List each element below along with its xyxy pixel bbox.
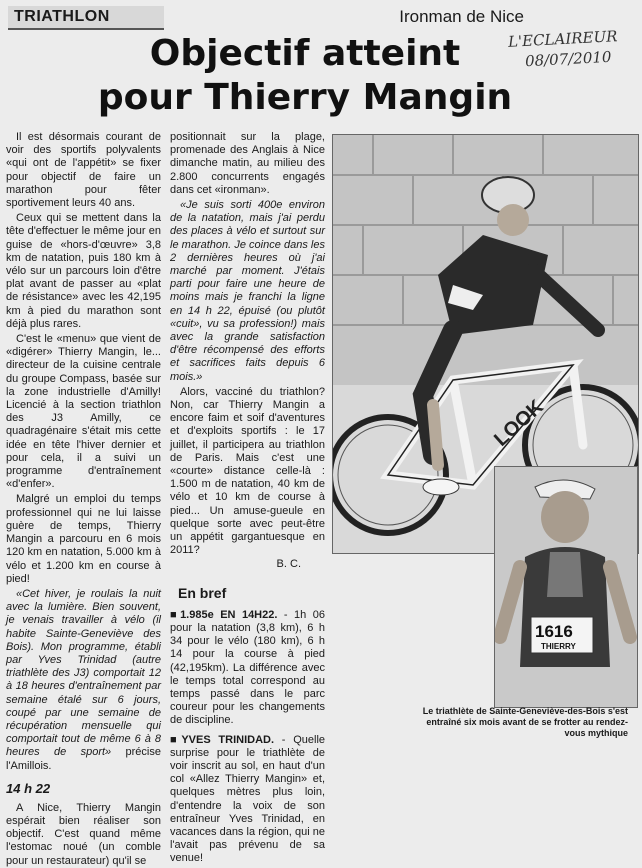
paragraph: Il est désormais courant de voir des sportifs polyvalents «qui ont de l'appétit» se fixer pour objectif de faire un marathon pour fêter sportivement leurs 40 ans. [6, 131, 161, 210]
paragraph: Alors, vacciné du triathlon? Non, car Thierry Mangin a encore faim et soif d'aventures et d'exploits sportifs : le 17 juillet, il participera au triathlon de Paris. Mais c'est une «courte» distance celle-là : 1.500 m de natation, 40 km de vélo et 10 km de course à pied... Un amuse-gueule en quelque sorte avec peut-être un appétit gargantuesque en 2011? [170, 385, 325, 557]
quote-paragraph [6, 588, 161, 773]
bib-number: 1616 [535, 622, 573, 641]
paragraph: Ceux qui se mettent dans la tête d'effectuer le même jour en guise de «hors-d'œuvre» 3,8 km de natation, puis 180 km à vélo sur un parcours loin d'être plat avant de passer au «plat de résistance» avec les 42,195 km à pied du marathon sont déjà plus rares. [6, 212, 161, 330]
quote-text: «Cet hiver, je roulais la nuit avec la lumière. Bien souvent, je venais travailler à vélo (il habite Sainte-Geneviève des Bois). Mon programme, établi par Yves Trinidad (autre triathlète des J3) comportait 12 à 18 heures d'entraînement par semaine étalé sur 6 jours, coupé par une semaine de récupération mensuelle qui comportait tout de même 6 à 8 heures de sport» [6, 587, 161, 759]
handwritten-source: L'ECLAIREUR [507, 27, 618, 51]
brief-lead: ■YVES TRINIDAD. [170, 733, 275, 746]
brief-body: - 1h 06 pour la natation (3,8 km), 6 h 34 pour le vélo (180 km), 6 h 14 pour la course à pied (42,195km). La différence avec le temps total correspond au temps passé dans le parc coureur pour les changements de discipline. [170, 608, 325, 727]
rubric-label: Ironman de Nice [399, 7, 524, 26]
brief-item [170, 734, 325, 866]
brief-item [170, 609, 325, 728]
article-column-2 [170, 131, 325, 866]
brief-body: - Quelle surprise pour le triathlète de voir inscrit au sol, en haut d'un col «Allez Thierry Mangin» et, quelques mètres plus loin, d'entendre la voix de son entraîneur Yves Trinidad, en vacances dans la région, qui ne l'avait pas prévenu de sa venue! [170, 733, 326, 865]
attribution-text: précise l'Amillois. [6, 746, 161, 772]
paragraph: positionnait sur la plage, promenade des Anglais à Nice dimanche matin, au milieu des 2.800 concurrents engagés dans cet «ironman». [170, 131, 325, 196]
runner-photo [494, 466, 638, 708]
brief-lead: ■1.985e EN 14H22. [170, 608, 278, 621]
paragraph: Malgré un emploi du temps professionnel qui ne lui laisse guère de temps, Thierry Mangin a parcouru en 6 mois 120 km en natation, 5.000 km à vélo et 1.200 km en course à pied! [6, 493, 161, 585]
paragraph: C'est le «menu» que vient de «digérer» Thierry Mangin, le... directeur de la cuisine centrale du groupe Compass, basée sur la zone industrielle d'Amilly! Licencié à la section triathlon des J3 Amilly, ce quadragénaire s'était mis cette idée en tête l'hiver dernier et pour cela, il a suivi un programme d'entraînement «d'enfer». [6, 333, 161, 491]
subhead: 14 h 22 [6, 780, 51, 796]
photo-caption: Le triathlète de Sainte-Geneviève-des-Bois s'est entraîné six mois avant de se frotter au rendez-vous mythique [422, 706, 628, 738]
runner-illustration [495, 467, 637, 707]
quote-paragraph: «Je suis sorti 400e environ de la natation, mais j'ai perdu des places à vélo et surtout sur le marathon. Je coince dans les 2 dernières heures où j'ai marché par moment. J'étais parti pour faire une heure de moins mais je franchi la ligne en 14 h 22, épuisé (ou plutôt «cuit», vu sa profession!) mais avec la grande satisfaction d'être récompensé des efforts et sacrifices faits depuis 6 mois.» [170, 199, 325, 383]
headline-line-1: Objectif atteint [149, 33, 461, 74]
handwritten-date: 08/07/2010 [524, 47, 612, 71]
article-column-1 [6, 131, 161, 868]
section-kicker: TRIATHLON [8, 6, 164, 30]
bib-name: THIERRY [541, 642, 576, 651]
en-bref-heading: En bref [178, 584, 227, 601]
author-signature: B. C. [276, 557, 301, 570]
bike-brand-label: LOOK [490, 395, 548, 451]
paragraph: A Nice, Thierry Mangin espérait bien réaliser son objectif. C'est quand même l'estomac noué (un comble pour un restaurateur) qu'il se [6, 801, 161, 867]
headline-line-2: pour Thierry Mangin [97, 77, 513, 118]
